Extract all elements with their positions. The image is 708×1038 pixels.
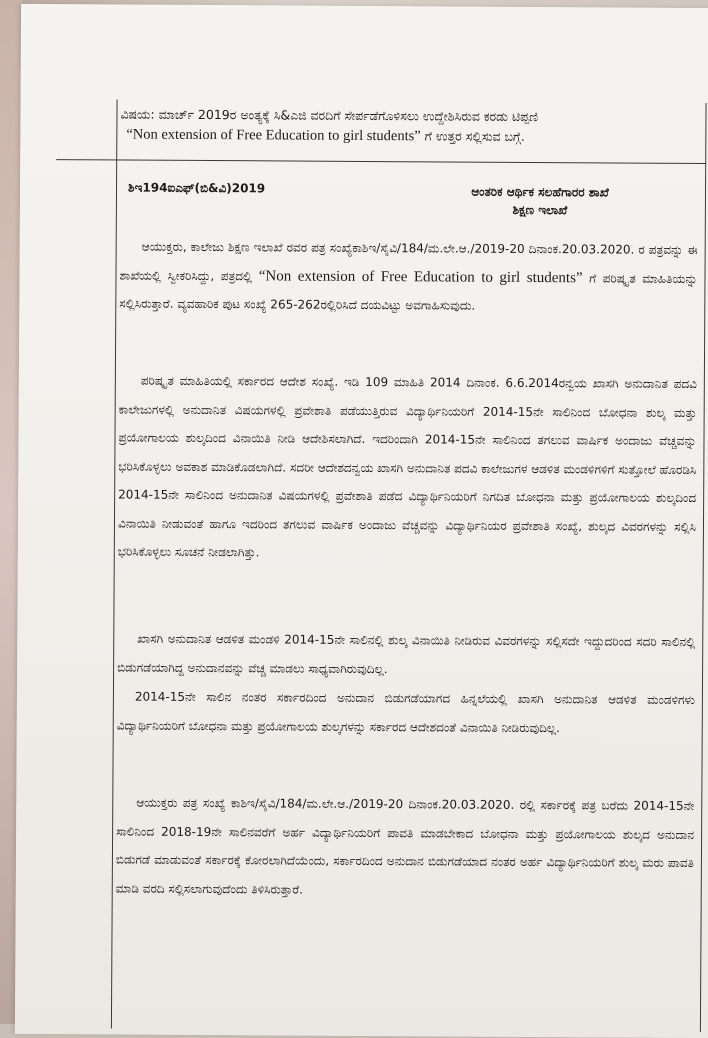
subject-english-title: “Non extension of Free Education to girl students” [126, 126, 421, 145]
paragraph-1-english-title: “Non extension of Free Education to girl students” [258, 267, 583, 286]
paragraph-1-part-b: ಗೆ ಪರಿಷ್ಕೃತ ಮಾಹಿತಿಯನ್ನು ಸಲ್ಲಿಸಿರುತ್ತಾರೆ. ವ್ಯವಹಾರಿಕ ಪುಟ ಸಂಖ್ಯೆ 265-262ರಲ್ಲಿರಿಸಿದೆ ದಯವಿಟ್ಟು ಅವಗಾಹಿಸುವುದು. [119, 270, 698, 313]
paragraph-3: ಖಾಸಗಿ ಅನುದಾನಿತ ಆಡಳಿತ ಮಂಡಳಿ 2014-15ನೇ ಸಾಲಿನಲ್ಲಿ ಶುಲ್ಕ ವಿನಾಯಿತಿ ನೀಡಿರುವ ವಿವರಗಳನ್ನು ಸಲ್ಲಿಸದೇ ಇದ್ದುದರಿಂದ ಸದರಿ ಸಾಲಿನಲ್ಲಿ ಬಿಡುಗಡೆಯಾಗಿದ್ದ ಅನುದಾನವನ್ನು ವೆಚ್ಚ ಮಾಡಲು ಸಾಧ್ಯವಾಗಿರುವುದಿಲ್ಲ. [117, 631, 696, 676]
document-body [115, 104, 702, 897]
paragraph-4: 2014-15ನೇ ಸಾಲಿನ ನಂತರ ಸರ್ಕಾರದಿಂದ ಅನುದಾನ ಬಿಡುಗಡೆಯಾಗದ ಹಿನ್ನಲೆಯಲ್ಲಿ ಖಾಸಗಿ ಅನುದಾನಿತ ಆಡಳಿತ ಮಂಡಳಿಗಳು ವಿದ್ಯಾರ್ಥಿನಿಯರಿಗೆ ಬೋಧನಾ ಮತ್ತು ಪ್ರಯೋಗಾಲಯ ಶುಲ್ಕಗಳನ್ನು ಸರ್ಕಾರದ ಆದೇಶದಂತೆ ವಿನಾಯಿತಿ ನೀಡಿರುವುದಿಲ್ಲ. [116, 689, 695, 735]
file-reference-number: ಶಿಇ194ಐಎಫ್(ಬಿ&ವಿ)2019 [127, 180, 266, 196]
document-page [15, 4, 708, 1038]
reference-row [120, 180, 702, 224]
paragraph-1 [119, 232, 698, 321]
department-branch: ಆಂತರಿಕ ಆರ್ಥಿಕ ಸಲಹೆಗಾರರ ಶಾಖೆ [471, 184, 609, 200]
department-heading [440, 182, 640, 219]
subject-line-2 [120, 124, 702, 148]
subject-block [120, 104, 702, 148]
department-name: ಶಿಕ್ಷಣ ಇಲಾಖೆ [512, 202, 568, 218]
subject-line-1: ವಿಷಯ: ಮಾರ್ಚ್ 2019ರ ಅಂತ್ಯಕ್ಕೆ ಸಿ&ಎಜಿ ವರದಿಗೆ ಸೇರ್ಪಡೆಗೊಳಿಸಲು ಉದ್ದೇಶಿಸಿರುವ ಕರಡು ಟಿಪ್ಪಣಿ [120, 106, 539, 125]
paragraph-5: ಆಯುಕ್ತರು ಪತ್ರ ಸಂಖ್ಯೆ ಕಾಶಿಇ/ಸೈವಿ/184/ಮ.ಲೇ.ಆ./2019-20 ದಿನಾಂಕ.20.03.2020. ರಲ್ಲಿ ಸರ್ಕಾರಕ್ಕೆ ಪತ್ರ ಬರೆದು 2014-15ನೇ ಸಾಲಿನಿಂದ 2018-19ನೇ ಸಾಲಿನವರೆಗೆ ಅರ್ಹ ವಿದ್ಯಾರ್ಥಿನಿಯರಿಗೆ ಪಾವತಿ ಮಾಡಬೇಕಾದ ಬೋಧನಾ ಮತ್ತು ಪ್ರಯೋಗಾಲಯ ಶುಲ್ಕದ ಅನುದಾನ ಬಿಡುಗಡೆ ಮಾಡುವಂತೆ ಸರ್ಕಾರಕ್ಕೆ ಕೋರಲಾಗಿದೆಯೆಂದು, ಸರ್ಕಾರದಿಂದ ಅನುದಾನ ಬಿಡುಗಡೆಯಾದ ನಂತರ ಅರ್ಹ ವಿದ್ಯಾರ್ಥಿನಿಯರಿಗೆ ಶುಲ್ಕ ಮರು ಪಾವತಿ ಮಾಡಿ ವರದಿ ಸಲ್ಲಿಸಲಾಗುವುದೆಂದು ತಿಳಿಸಿರುತ್ತಾರೆ. [115, 795, 695, 897]
paragraph-2: ಪರಿಷ್ಕೃತ ಮಾಹಿತಿಯಲ್ಲಿ ಸರ್ಕಾರದ ಆದೇಶ ಸಂಖ್ಯೆ. ಇಡಿ 109 ಮಾಹಿತಿ 2014 ದಿನಾಂಕ. 6.6.2014ರನ್ವಯ ಖಾಸಗಿ ಅನುದಾನಿತ ಪದವಿ ಕಾಲೇಜುಗಳಲ್ಲಿ ಅನುದಾನಿತ ವಿಷಯಗಳಲ್ಲಿ ಪ್ರವೇಶಾತಿ ಪಡೆಯುತ್ತಿರುವ ವಿದ್ಯಾರ್ಥಿನಿಯರಿಗೆ 2014-15ನೇ ಸಾಲಿನಿಂದ ಬೋಧನಾ ಶುಲ್ಕ ಮತ್ತು ಪ್ರಯೋಗಾಲಯ ಶುಲ್ಕದಿಂದ ವಿನಾಯಿತಿ ನೀಡಿ ಆದೇಶಿಸಲಾಗಿದೆ. ಇದರಿಂದಾಗಿ 2014-15ನೇ ಸಾಲಿನಿಂದ ತಗಲುವ ವಾರ್ಷಿಕ ಅಂದಾಜು ವೆಚ್ಚವನ್ನು ಭರಿಸಿಕೊಳ್ಳಲು ಅವಕಾಶ ಮಾಡಿಕೊಡಲಾಗಿದೆ. ಸದರೀ ಆದೇಶದನ್ವಯ ಖಾಸಗಿ ಅನುದಾನಿತ ಪದವಿ ಕಾಲೇಜುಗಳ ಆಡಳಿತ ಮಂಡಳಿಗಳಿಗೆ ಸುತ್ತೋಲೆ ಹೊರಡಿಸಿ 2014-15ನೇ ಸಾಲಿನಿಂದ ಅನುದಾನಿತ ವಿಷಯಗಳಲ್ಲಿ ಪ್ರವೇಶಾತಿ ಪಡೆದ ವಿದ್ಯಾರ್ಥಿನಿಯರಿಗೆ ನಿಗದಿತ ಬೋಧನಾ ಮತ್ತು ಪ್ರಯೋಗಾಲಯ ಶುಲ್ಕದಿಂದ ವಿನಾಯಿತಿ ನೀಡುವಂತೆ ಹಾಗೂ ಇದರಿಂದ ತಗಲುವ ವಾರ್ಷಿಕ ಅಂದಾಜು ವೆಚ್ಚವನ್ನು ವಿದ್ಯಾರ್ಥಿನಿಯರ ಪ್ರವೇಶಾತಿ ಸಂಖ್ಯೆ, ಶುಲ್ಕದ ವಿವರಗಳನ್ನು ಸಲ್ಲಿಸಿ ಭರಿಸಿಕೊಳ್ಳಲು ಸೂಚನೆ ನೀಡಲಾಗಿತ್ತು. [117, 373, 697, 560]
right-margin-line [700, 103, 707, 1032]
paragraph-1-part-a: ಆಯುಕ್ತರು, ಕಾಲೇಜು ಶಿಕ್ಷಣ ಇಲಾಖೆ ರವರ ಪತ್ರ ಸಂಖ್ಯೆಕಾಶಿಇ/ಸೈವಿ/184/ಮ.ಲೇ.ಆ./2019-20 ದಿನಾಂಕ.20.03.2020. ರ ಪತ್ರವನ್ನು ಈ ಶಾಖೆಯಲ್ಲಿ ಸ್ವೀಕರಿಸಿದ್ದು, ಪತ್ರದಲ್ಲಿ [119, 239, 698, 283]
subject-divider [56, 159, 706, 164]
subject-line-2-suffix: ಗೆ ಉತ್ತರ ಸಲ್ಲಿಸುವ ಬಗ್ಗೆ. [420, 128, 525, 144]
